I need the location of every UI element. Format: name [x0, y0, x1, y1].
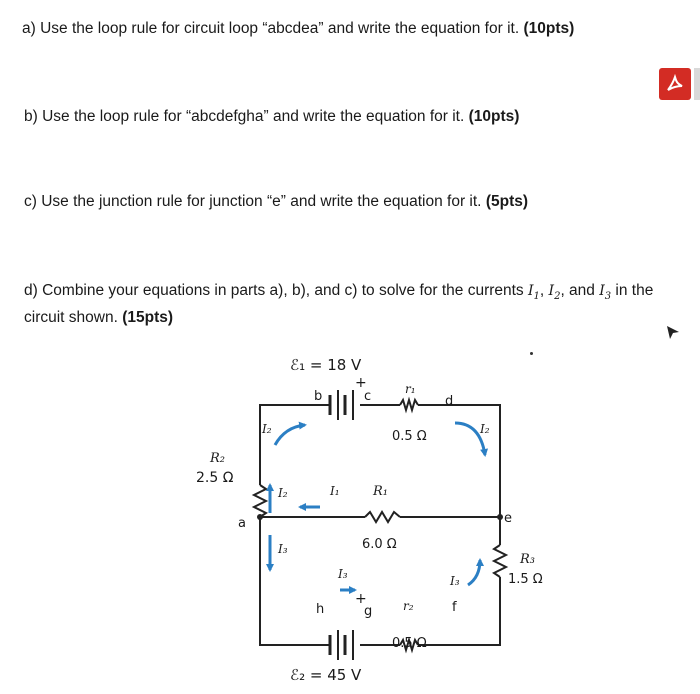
circuit-wires: [254, 390, 506, 660]
mouse-cursor-icon: [666, 325, 680, 341]
node-d-label: d: [445, 394, 454, 409]
current-arrows: [270, 423, 485, 590]
node-a-label: a: [238, 516, 246, 531]
i3-label-right: I₃: [450, 574, 460, 588]
i1-label: I₁: [330, 484, 340, 498]
emf1-label: ℰ₁ = 18 V: [290, 356, 362, 374]
question-a: [22, 18, 574, 39]
question-b-text: b) Use the loop rule for “abcdefgha” and write the equation for it.: [24, 108, 465, 125]
R2-value: 2.5 Ω: [196, 470, 234, 486]
node-e-dot: [497, 514, 503, 520]
node-a-dot: [257, 514, 263, 520]
question-b: [24, 106, 519, 127]
node-g-label: g: [364, 604, 373, 619]
node-f-label: f: [452, 600, 457, 615]
question-a-points: (10pts): [523, 20, 575, 37]
node-c-label: c: [364, 389, 372, 404]
emf2-plus: +: [355, 591, 367, 607]
acrobat-icon: [665, 74, 685, 94]
question-c-text: c) Use the junction rule for junction “e” and write the equation for it.: [24, 193, 482, 210]
i3-label-bottom: I₃: [338, 567, 348, 581]
i2-label-top-left: I₂: [262, 422, 272, 436]
emf2-label: ℰ₂ = 45 V: [290, 666, 362, 684]
current-i1: $I_1$: [528, 283, 540, 302]
node-e-label: e: [504, 511, 512, 526]
question-a-text: a) Use the loop rule for circuit loop “abcdea” and write the equation for it.: [22, 20, 520, 37]
question-d: d) Combine your equations in parts a), b), and c) to solve for the currents $I_1$, $I_2$, and $I_3$ in the circuit shown. (15pts): [24, 282, 654, 326]
question-d-text: d) Combine your equations in parts a), b), and c) to solve for the currents: [24, 282, 528, 299]
circuit-diagram: [190, 345, 590, 690]
i3-label-left: I₃: [278, 542, 288, 556]
r1-internal-label: r₁: [405, 382, 416, 396]
r2-internal-label: r₂: [403, 599, 414, 613]
question-b-points: (10pts): [468, 108, 520, 125]
node-b-label: b: [314, 389, 323, 404]
question-c: [24, 191, 528, 212]
side-panel-edge: [694, 68, 700, 100]
pdf-icon[interactable]: [659, 68, 691, 100]
i2-label-left: I₂: [278, 486, 288, 500]
R2-label: R₂: [210, 451, 225, 466]
node-h-label: h: [316, 602, 325, 617]
R3-value: 1.5 Ω: [508, 572, 543, 587]
R1-label: R₁: [373, 484, 388, 499]
R1-value: 6.0 Ω: [362, 537, 397, 552]
i2-label-top-right: I₂: [480, 422, 490, 436]
current-i2: $I_2$: [548, 283, 561, 302]
current-i3: $I_3$: [599, 283, 612, 302]
r2-internal-value: 0.5 Ω: [392, 636, 427, 651]
question-c-points: (5pts): [485, 193, 529, 210]
question-d-points: (15pts): [122, 308, 174, 326]
R3-label: R₃: [520, 552, 535, 567]
emf1-plus: +: [355, 375, 367, 391]
r1-internal-value: 0.5 Ω: [392, 429, 427, 444]
